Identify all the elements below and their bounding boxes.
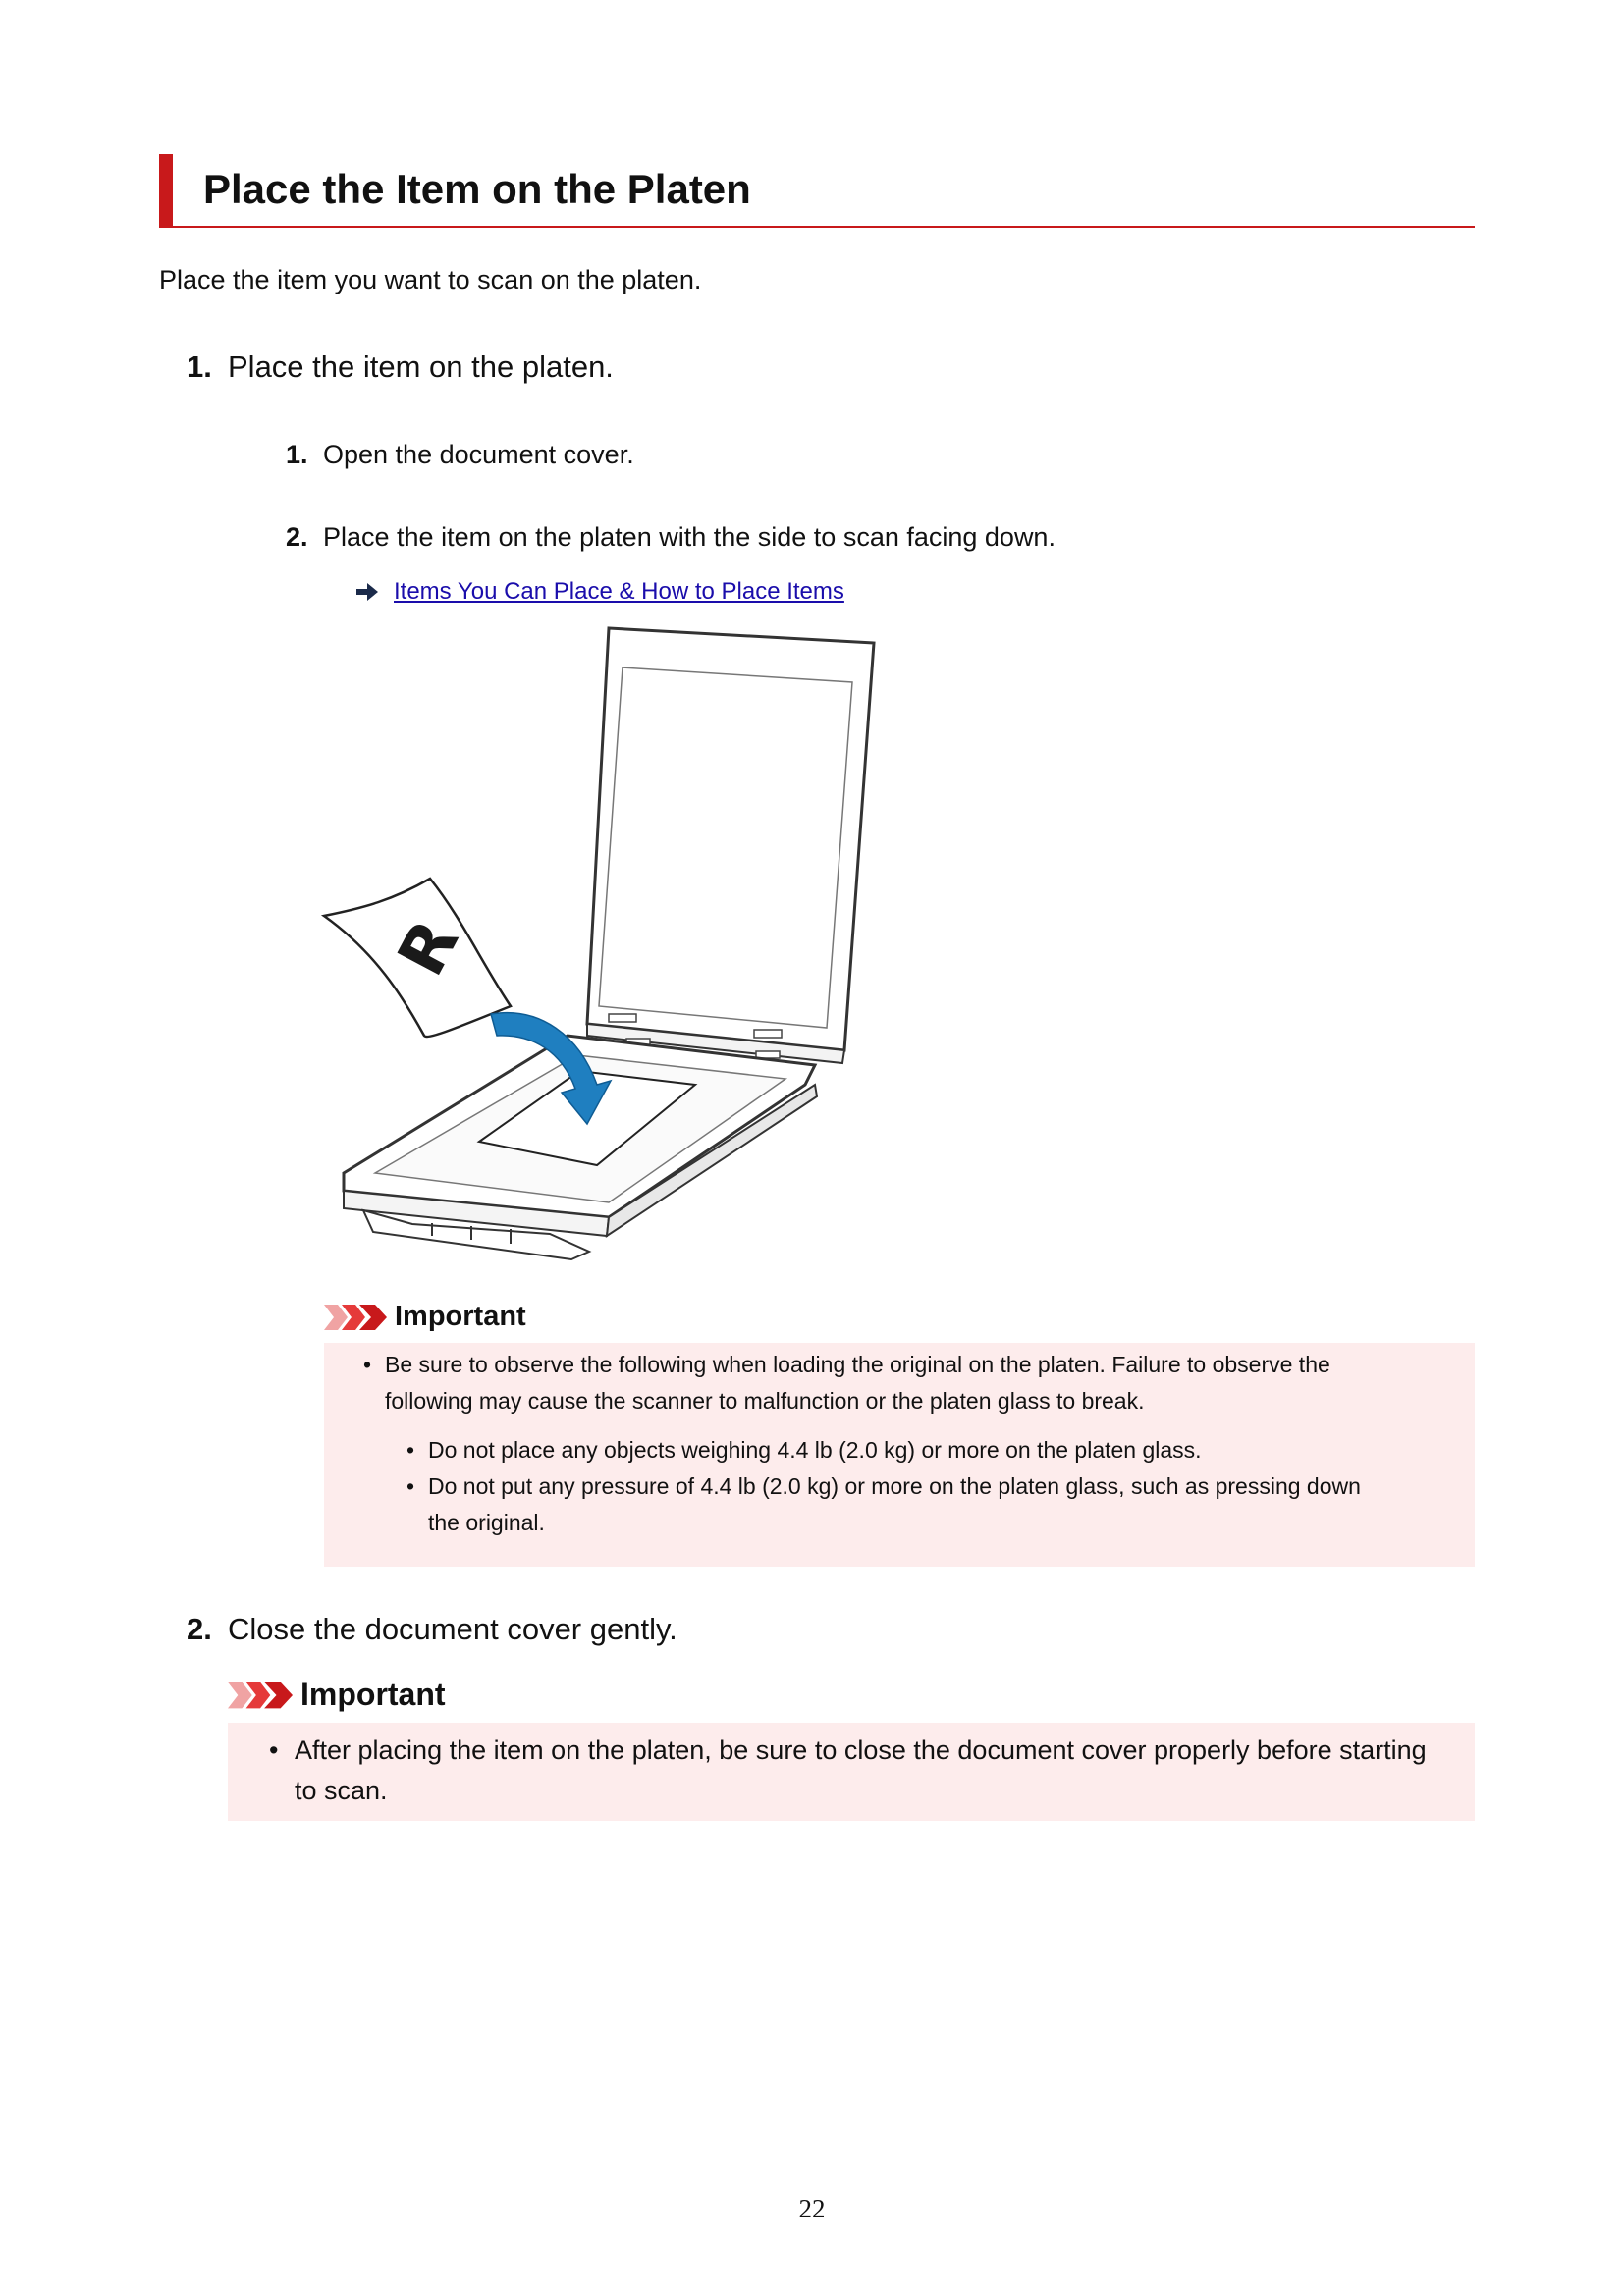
intro-text: Place the item you want to scan on the platen. <box>159 265 702 294</box>
important-2-bullet-1: • After placing the item on the platen, be sure to close the document cover properly before starting to scan. <box>269 1731 1427 1811</box>
important-1-sub-bullet-1-line-1: Do not place any objects weighing 4.4 lb (2.0 kg) or more on the platen glass. <box>428 1437 1202 1463</box>
paper-letter: R <box>383 908 474 988</box>
important-chevrons-icon <box>228 1682 293 1709</box>
important-1-bullet-1-line-2: following may cause the scanner to malfunction or the platen glass to break. <box>385 1388 1145 1414</box>
step-2-number: 2. <box>187 1612 212 1646</box>
important-1-sub-bullet-2-line-2: the original. <box>428 1510 545 1535</box>
important-2-bullet-1-line-2: to scan. <box>295 1776 388 1805</box>
important-1-bullet-1: • Be sure to observe the following when loading the original on the platen. Failure to observe the following may cause the scanner to malfunction or the platen glass to break. <box>363 1347 1330 1419</box>
important-1-sub-bullet-1: • Do not place any objects weighing 4.4 lb (2.0 kg) or more on the platen glass. <box>406 1432 1202 1468</box>
important-1-sub-bullet-2-line-1: Do not put any pressure of 4.4 lb (2.0 kg) or more on the platen glass, such as pressing down <box>428 1473 1361 1499</box>
heading-accent-bar <box>159 154 173 228</box>
important-header-1 <box>324 1301 526 1333</box>
important-2-bullet-1-line-1: After placing the item on the platen, be sure to close the document cover properly before starting <box>295 1735 1427 1765</box>
important-label-2: Important <box>300 1677 446 1712</box>
substep-1-1 <box>286 440 634 470</box>
step-1-number: 1. <box>187 349 212 384</box>
important-header-2 <box>228 1677 446 1713</box>
important-box-2 <box>228 1723 1475 1821</box>
substep-1-1-text: Open the document cover. <box>323 440 634 469</box>
important-chevrons-icon <box>324 1305 387 1330</box>
important-1-bullet-1-line-1: Be sure to observe the following when loading the original on the platen. Failure to observe the <box>385 1352 1330 1377</box>
step-1 <box>187 349 614 385</box>
heading-underline <box>159 226 1475 228</box>
related-link-row <box>356 578 844 606</box>
arrow-right-icon <box>356 583 378 601</box>
page-title: Place the Item on the Platen <box>203 166 751 212</box>
flatbed-scanner-open-cover-illustration <box>314 623 884 1276</box>
substep-1-2-number: 2. <box>286 522 308 552</box>
important-label-1: Important <box>395 1301 526 1332</box>
step-1-text: Place the item on the platen. <box>228 349 614 384</box>
substep-1-2-text: Place the item on the platen with the side to scan facing down. <box>323 522 1056 552</box>
substep-1-2 <box>286 522 1056 553</box>
step-2 <box>187 1612 677 1647</box>
step-2-text: Close the document cover gently. <box>228 1612 677 1646</box>
page-number: 22 <box>798 2194 826 2223</box>
important-box-1 <box>324 1343 1475 1567</box>
important-1-sub-bullet-2: • Do not put any pressure of 4.4 lb (2.0 kg) or more on the platen glass, such as pressing down the original. <box>406 1468 1361 1541</box>
substep-1-1-number: 1. <box>286 440 308 469</box>
scanner-illustration-svg <box>314 623 884 1271</box>
items-you-can-place-link[interactable]: Items You Can Place & How to Place Items <box>394 578 844 605</box>
